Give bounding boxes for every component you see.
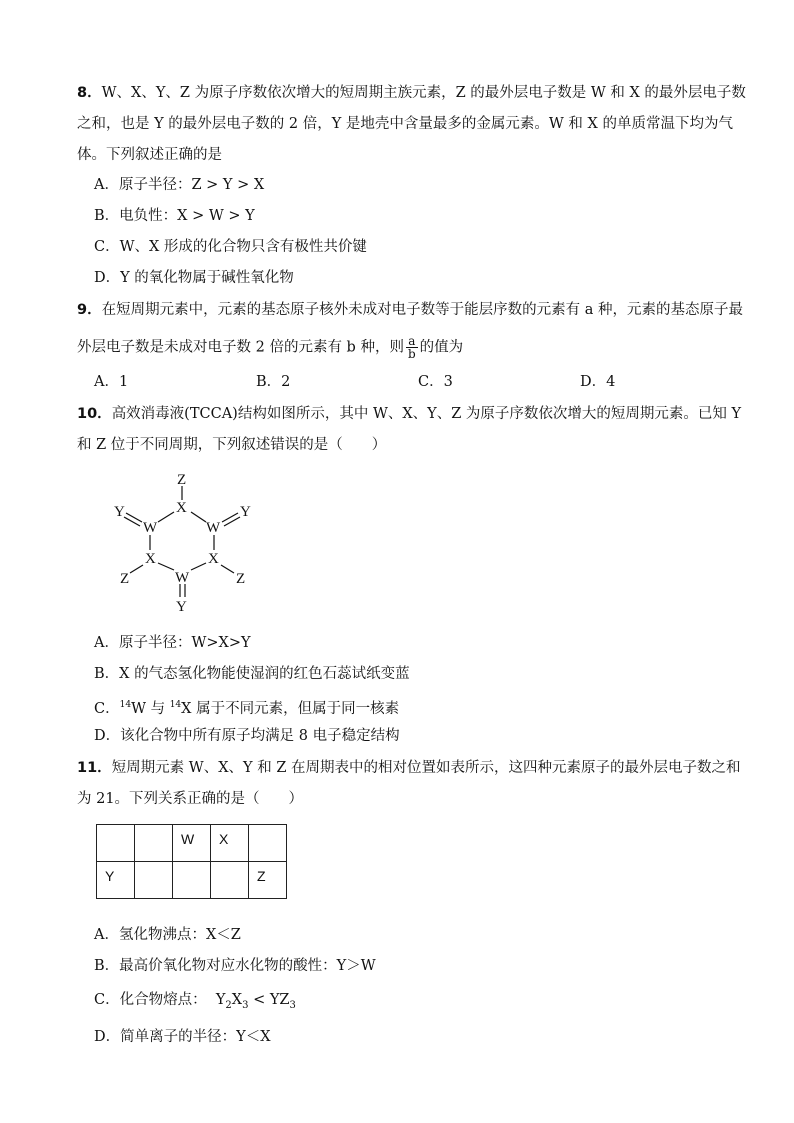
q9-text-1: 在短周期元素中，元素的基态原子核外未成对电子数等于能层序数的元素有 a 种，元素的基态原子最 <box>101 302 743 318</box>
fraction-numerator: a <box>406 335 418 348</box>
table-cell <box>97 825 135 862</box>
mass-number: 14 <box>169 700 182 710</box>
q8-option-b: B．电负性：X > W > Y <box>94 208 255 224</box>
formula-atom: Y <box>215 992 226 1008</box>
atom-label: Z <box>177 472 187 488</box>
q11-option-d: D．简单离子的半径：Y＜X <box>94 1029 271 1045</box>
q11-option-a: A．氢化物沸点：X＜Z <box>94 927 241 943</box>
fraction-a-over-b <box>406 335 418 360</box>
cell-text <box>97 832 105 838</box>
q11-option-b: B．最高价氧化物对应水化物的酸性：Y＞W <box>94 958 376 974</box>
cell-text: X <box>219 831 229 847</box>
atom-label: W <box>206 520 221 536</box>
q10-option-d: D．该化合物中所有原子均满足 8 电子稳定结构 <box>94 728 400 744</box>
option-letter: C． <box>94 700 120 717</box>
atom-label: X <box>208 551 219 567</box>
q8-line3: 体。下列叙述正确的是 <box>77 147 222 163</box>
periodic-table-fragment <box>96 824 287 899</box>
q9-option-b: B．2 <box>256 374 291 390</box>
q9-line2 <box>77 335 463 360</box>
question-number: 10． <box>77 406 112 422</box>
table-cell <box>173 862 211 899</box>
question-number: 11． <box>77 760 112 776</box>
atom-label: X <box>176 500 187 516</box>
q8-text-1: W、X、Y、Z 为原子序数依次增大的短周期主族元素，Z 的最外层电子数是 W 和 X 的最外层电子数 <box>101 85 746 101</box>
table-row <box>97 862 287 899</box>
q8-line1 <box>77 83 746 103</box>
q10-option-b: B．X 的气态氢化物能使湿润的红色石蕊试纸变蓝 <box>94 666 410 682</box>
cell-text <box>211 869 219 875</box>
subscript: 3 <box>242 999 249 1011</box>
table-cell <box>249 862 287 899</box>
q8-line2: 之和，也是 Y 的最外层电子数的 2 倍，Y 是地壳中含量最多的金属元素。W 和 X 的单质常温下均为气 <box>77 116 733 132</box>
atom-label: Z <box>236 571 246 587</box>
cell-text: W <box>181 831 195 847</box>
q9-option-a: A．1 <box>94 374 129 390</box>
atom-label: X <box>145 551 156 567</box>
question-number: 8． <box>77 85 102 101</box>
table-cell <box>97 862 135 899</box>
q8-option-a: A．原子半径：Z > Y > X <box>94 177 265 193</box>
atom-label: Z <box>120 571 130 587</box>
mass-number: 14 <box>119 700 132 710</box>
table-row <box>97 825 287 862</box>
q10-line2: 和 Z 位于不同周期，下列叙述错误的是（ ） <box>77 437 387 453</box>
fraction-denominator: b <box>407 347 416 361</box>
atom-label: Y <box>240 504 251 520</box>
subscript: 2 <box>225 999 232 1011</box>
q11-text-1: 短周期元素 W、X、Y 和 Z 在周期表中的相对位置如表所示，这四种元素原子的最外层电子数之和 <box>111 760 741 776</box>
table-cell <box>135 862 173 899</box>
option-text: X 属于不同元素，但属于同一核素 <box>181 700 400 717</box>
q10-text-1: 高效消毒液(TCCA)结构如图所示，其中 W、X、Y、Z 为原子序数依次增大的短周期元素。已知 Y <box>111 406 742 422</box>
q10-option-a: A．原子半径：W>X>Y <box>94 635 251 651</box>
formula-atom: X <box>231 992 243 1008</box>
q9-line1 <box>77 300 743 320</box>
q8-option-c: C．W、X 形成的化合物只含有极性共价键 <box>94 239 367 255</box>
q11-line2: 为 21。下列关系正确的是（ ） <box>77 791 304 807</box>
atom-label: W <box>175 570 190 586</box>
atom-label: Y <box>114 504 125 520</box>
cell-text <box>249 832 257 838</box>
q10-option-c <box>94 695 399 719</box>
cell-text <box>135 832 143 838</box>
cell-text <box>135 869 143 875</box>
cell-text: Y <box>105 868 115 884</box>
cell-text <box>173 869 181 875</box>
q9-option-d: D．4 <box>580 374 616 390</box>
table-cell <box>173 825 211 862</box>
formula-text: < YZ <box>248 992 290 1008</box>
option-text: W 与 <box>131 700 170 717</box>
cell-text: Z <box>257 868 266 884</box>
q9-option-c: C．3 <box>418 374 453 390</box>
table-cell <box>249 825 287 862</box>
atom-label: Y <box>176 599 187 615</box>
table-cell <box>211 862 249 899</box>
option-text: C．化合物熔点： <box>94 992 207 1008</box>
q11-option-c <box>94 990 296 1016</box>
q11-line1 <box>77 758 741 778</box>
subscript: 3 <box>289 999 296 1011</box>
question-number: 9． <box>77 302 102 318</box>
q9-text-3: 的值为 <box>419 339 464 356</box>
table-cell <box>135 825 173 862</box>
atom-label: W <box>143 520 158 536</box>
q9-text-2: 外层电子数是未成对电子数 2 倍的元素有 b 种，则 <box>77 339 404 356</box>
q8-option-d: D．Y 的氧化物属于碱性氧化物 <box>94 270 294 286</box>
table-cell <box>211 825 249 862</box>
tcca-structure-diagram <box>110 470 260 615</box>
q10-line1 <box>77 404 741 424</box>
